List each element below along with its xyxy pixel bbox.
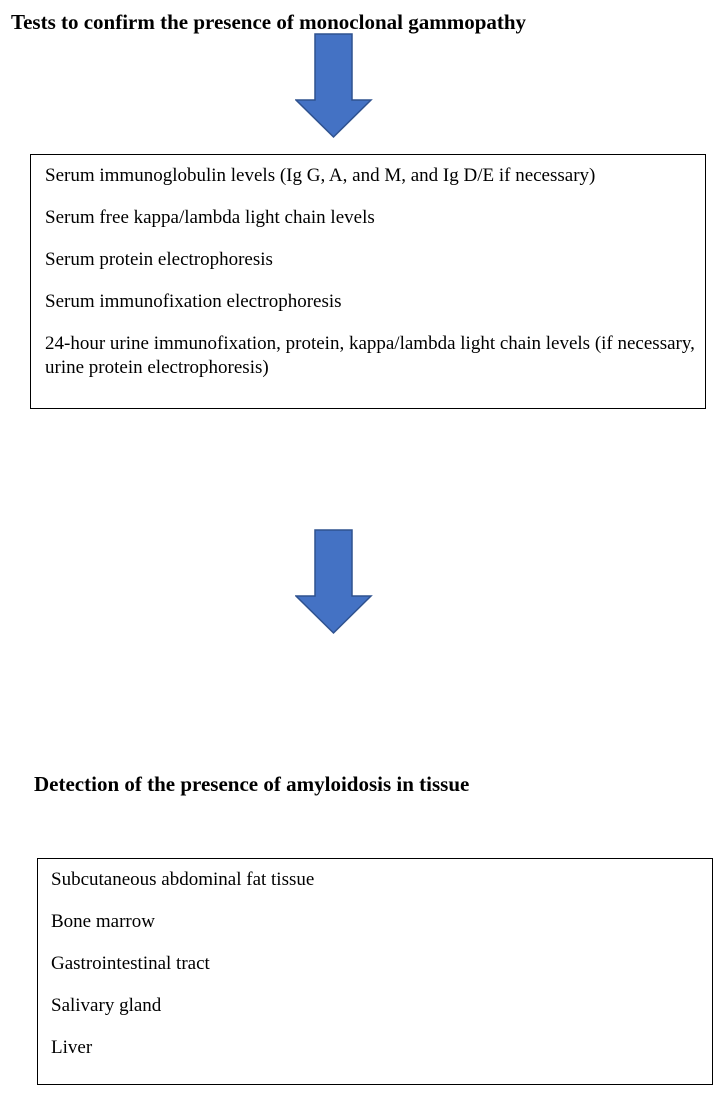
list-item: Subcutaneous abdominal fat tissue bbox=[51, 869, 315, 890]
list-item: Bone marrow bbox=[51, 911, 155, 932]
monoclonal-tests-box bbox=[30, 154, 706, 409]
list-item: 24-hour urine immunofixation, protein, kappa/lambda light chain levels (if necessary, urine protein electrophoresis) bbox=[45, 333, 695, 378]
section-1-heading: Tests to confirm the presence of monoclonal gammopathy bbox=[11, 10, 527, 34]
list-item: Serum immunofixation electrophoresis bbox=[45, 291, 342, 312]
list-item: Serum immunoglobulin levels (Ig G, A, and M, and Ig D/E if necessary) bbox=[45, 165, 596, 186]
monoclonal-tests-list bbox=[45, 164, 695, 380]
list-item: Gastrointestinal tract bbox=[51, 953, 210, 974]
list-item: Serum protein electrophoresis bbox=[45, 249, 273, 270]
list-item: Liver bbox=[51, 1037, 93, 1058]
amyloidosis-tissue-list bbox=[51, 868, 702, 1060]
list-item: Serum free kappa/lambda light chain levels bbox=[45, 207, 375, 228]
section-2-heading: Detection of the presence of amyloidosis in tissue bbox=[34, 772, 470, 796]
arrow-down-icon bbox=[295, 33, 373, 139]
amyloidosis-tissue-box bbox=[37, 858, 713, 1085]
list-item: Salivary gland bbox=[51, 995, 162, 1016]
arrow-down-icon bbox=[295, 529, 373, 635]
